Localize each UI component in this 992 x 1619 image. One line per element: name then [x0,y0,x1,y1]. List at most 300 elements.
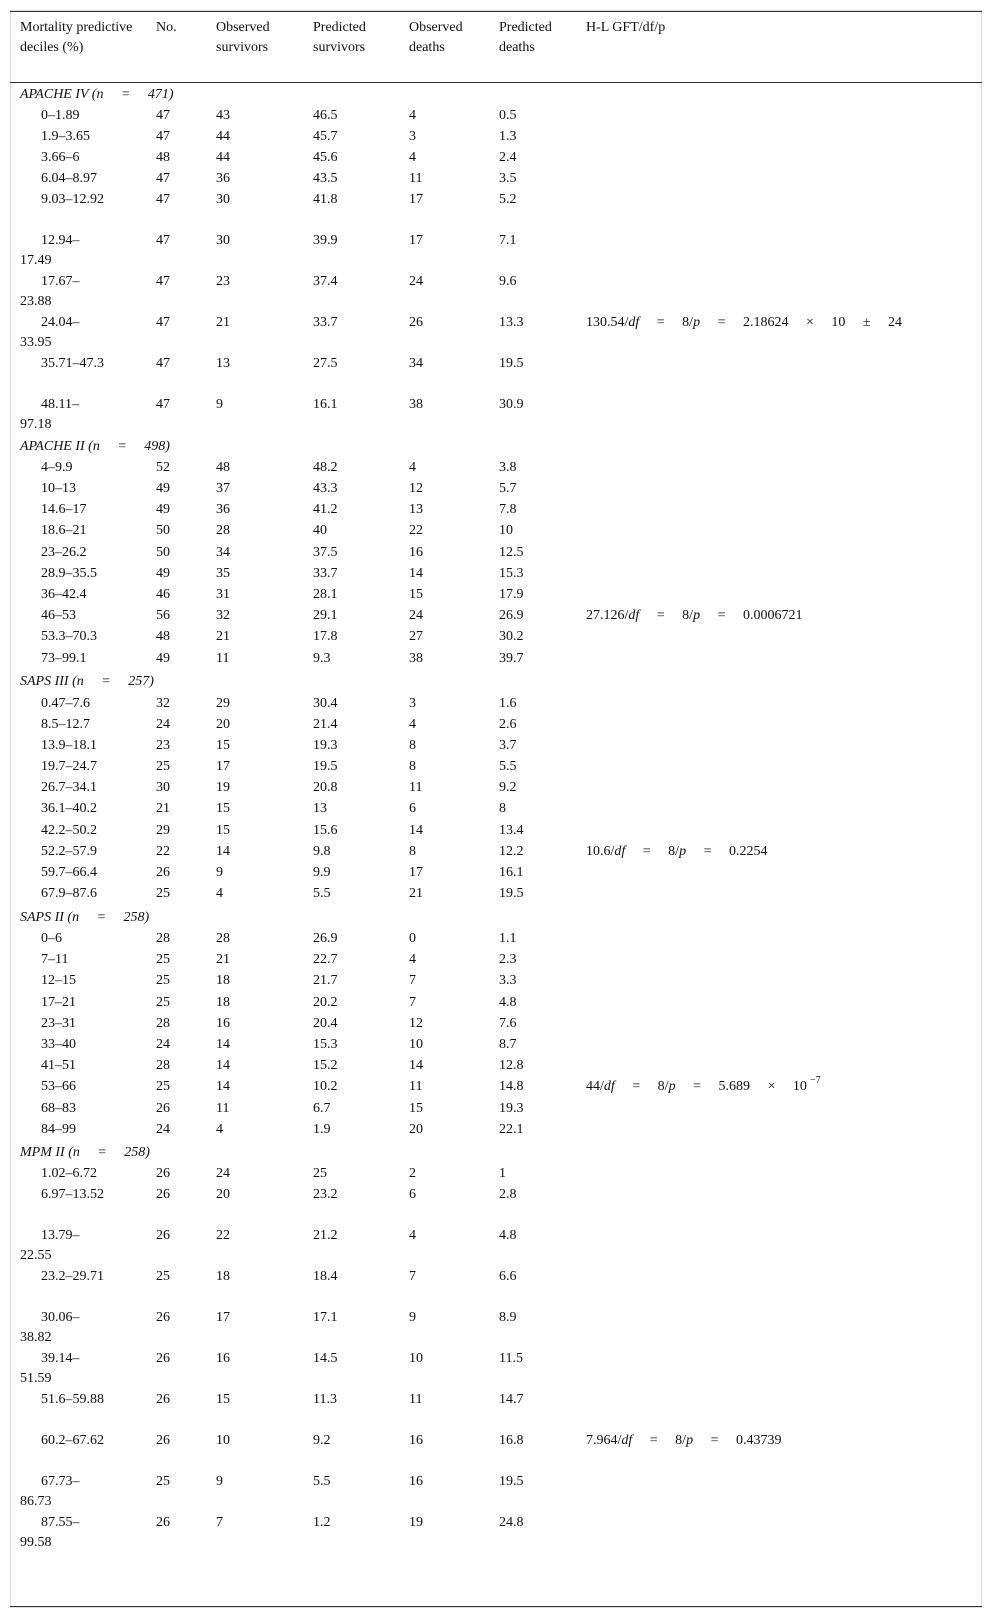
cell-gft: 10.6/df = 8/p = 0.2254 [586,844,768,859]
cell-range: 1.9–3.65 [41,129,90,144]
cell-observed-survivors: 4 [216,1122,223,1137]
cell-range: 59.7–66.4 [41,865,97,880]
cell-observed-survivors: 43 [216,108,230,123]
cell-predicted-deaths: 9.2 [499,780,517,795]
cell-predicted-deaths: 5.7 [499,481,517,496]
section-title-text: SAPS III (n = 257) [20,674,154,689]
cell-predicted-survivors: 41.2 [313,502,338,517]
cell-predicted-deaths: 11.5 [499,1351,523,1366]
cell-range: 24.04–33.95 [20,315,80,350]
cell-observed-deaths: 19 [409,1515,423,1530]
cell-predicted-survivors: 15.2 [313,1058,338,1073]
cell-observed-survivors: 14 [216,844,230,859]
cell-range: 3.66–6 [41,150,80,165]
cell-observed-survivors: 9 [216,397,223,412]
cell-observed-deaths: 4 [409,1228,416,1243]
cell-observed-deaths: 26 [409,315,423,330]
cell-no: 47 [156,171,170,186]
cell-predicted-survivors: 17.1 [313,1310,338,1325]
cell-no: 49 [156,481,170,496]
cell-predicted-survivors: 45.7 [313,129,338,144]
cell-predicted-survivors: 9.2 [313,1433,331,1448]
cell-observed-survivors: 9 [216,865,223,880]
cell-observed-deaths: 38 [409,651,423,666]
cell-no: 28 [156,1058,170,1073]
cell-predicted-deaths: 9.6 [499,274,517,289]
cell-observed-deaths: 6 [409,1187,416,1202]
cell-predicted-deaths: 3.5 [499,171,517,186]
cell-range: 33–40 [41,1037,76,1052]
cell-predicted-deaths: 19.5 [499,1474,524,1489]
cell-range: 53–66 [41,1079,76,1094]
cell-predicted-deaths: 1.3 [499,129,517,144]
cell-observed-deaths: 4 [409,460,416,475]
cell-predicted-survivors: 5.5 [313,886,331,901]
cell-predicted-survivors: 22.7 [313,952,338,967]
cell-predicted-deaths: 2.4 [499,150,517,165]
cell-range: 46–53 [41,608,76,623]
cell-no: 50 [156,545,170,560]
cell-observed-survivors: 15 [216,1392,230,1407]
cell-no: 47 [156,315,170,330]
cell-predicted-deaths: 7.1 [499,233,517,248]
section-title-text: MPM II (n = 258) [20,1145,150,1160]
cell-predicted-deaths: 14.7 [499,1392,524,1407]
cell-predicted-survivors: 20.2 [313,995,338,1010]
cell-observed-deaths: 4 [409,952,416,967]
cell-no: 26 [156,865,170,880]
cell-gft: 27.126/df = 8/p = 0.0006721 [586,608,803,623]
cell-no: 47 [156,356,170,371]
cell-predicted-survivors: 16.1 [313,397,338,412]
cell-predicted-deaths: 16.1 [499,865,524,880]
cell-no: 26 [156,1228,170,1243]
cell-range: 68–83 [41,1101,76,1116]
cell-predicted-survivors: 37.4 [313,274,338,289]
cell-range: 0–1.89 [41,108,80,123]
cell-observed-survivors: 44 [216,150,230,165]
cell-observed-deaths: 7 [409,973,416,988]
cell-predicted-deaths: 3.7 [499,738,517,753]
cell-range: 1.02–6.72 [41,1166,97,1181]
cell-observed-deaths: 6 [409,801,416,816]
cell-predicted-deaths: 16.8 [499,1433,524,1448]
cell-range: 8.5–12.7 [41,717,90,732]
cell-observed-deaths: 0 [409,931,416,946]
cell-observed-survivors: 30 [216,233,230,248]
cell-observed-deaths: 24 [409,608,423,623]
cell-observed-survivors: 16 [216,1351,230,1366]
cell-range: 28.9–35.5 [41,566,97,581]
cell-observed-deaths: 4 [409,150,416,165]
cell-no: 25 [156,1269,170,1284]
cell-observed-deaths: 10 [409,1351,423,1366]
cell-range: 17–21 [41,995,76,1010]
cell-observed-deaths: 27 [409,629,423,644]
cell-predicted-survivors: 19.3 [313,738,338,753]
cell-observed-survivors: 28 [216,523,230,538]
cell-observed-deaths: 24 [409,274,423,289]
cell-no: 46 [156,587,170,602]
cell-no: 47 [156,108,170,123]
cell-range: 7–11 [41,952,69,967]
cell-predicted-survivors: 33.7 [313,566,338,581]
cell-no: 26 [156,1166,170,1181]
cell-predicted-survivors: 9.8 [313,844,331,859]
cell-predicted-survivors: 29.1 [313,608,338,623]
cell-range: 9.03–12.92 [41,192,104,207]
cell-no: 24 [156,717,170,732]
cell-no: 26 [156,1515,170,1530]
cell-observed-survivors: 20 [216,717,230,732]
cell-no: 48 [156,150,170,165]
cell-observed-deaths: 3 [409,129,416,144]
cell-observed-survivors: 34 [216,545,230,560]
cell-observed-deaths: 4 [409,717,416,732]
cell-predicted-survivors: 26.9 [313,931,338,946]
cell-observed-survivors: 14 [216,1079,230,1094]
cell-predicted-deaths: 5.5 [499,759,517,774]
cell-observed-deaths: 14 [409,823,423,838]
cell-predicted-survivors: 1.2 [313,1515,331,1530]
cell-observed-survivors: 14 [216,1037,230,1052]
cell-range: 0.47–7.6 [41,696,90,711]
cell-no: 26 [156,1187,170,1202]
cell-observed-survivors: 13 [216,356,230,371]
cell-predicted-survivors: 21.2 [313,1228,338,1243]
cell-no: 25 [156,759,170,774]
cell-observed-survivors: 44 [216,129,230,144]
cell-range: 36.1–40.2 [41,801,97,816]
cell-predicted-deaths: 26.9 [499,608,524,623]
cell-range: 73–99.1 [41,651,87,666]
cell-observed-survivors: 29 [216,696,230,711]
header-observed-deaths: Observed deaths [409,20,463,55]
cell-observed-survivors: 22 [216,1228,230,1243]
cell-range: 13.9–18.1 [41,738,97,753]
cell-no: 26 [156,1392,170,1407]
cell-observed-deaths: 34 [409,356,423,371]
cell-observed-deaths: 17 [409,865,423,880]
cell-observed-survivors: 28 [216,931,230,946]
cell-no: 47 [156,397,170,412]
section-title-text: APACHE IV (n = 471) [20,87,174,102]
cell-range: 17.67–23.88 [20,274,80,309]
cell-no: 25 [156,1079,170,1094]
cell-observed-deaths: 13 [409,502,423,517]
cell-predicted-survivors: 45.6 [313,150,338,165]
header-gft: H-L GFT/df/p [586,20,666,35]
cell-no: 24 [156,1122,170,1137]
cell-gft: 130.54/df = 8/p = 2.18624 × 10 ± 24 [586,315,903,330]
cell-range: 60.2–67.62 [41,1433,104,1448]
cell-observed-survivors: 36 [216,171,230,186]
cell-observed-survivors: 14 [216,1058,230,1073]
cell-predicted-survivors: 46.5 [313,108,338,123]
cell-predicted-deaths: 8.7 [499,1037,517,1052]
cell-no: 25 [156,1474,170,1489]
cell-predicted-survivors: 25 [313,1166,327,1181]
cell-range: 87.55–99.58 [20,1515,80,1550]
cell-predicted-survivors: 5.5 [313,1474,331,1489]
cell-range: 0–6 [41,931,62,946]
cell-observed-survivors: 32 [216,608,230,623]
cell-observed-deaths: 16 [409,1433,423,1448]
cell-predicted-deaths: 17.9 [499,587,524,602]
cell-range: 35.71–47.3 [41,356,104,371]
cell-no: 47 [156,233,170,248]
cell-no: 49 [156,502,170,517]
cell-observed-survivors: 48 [216,460,230,475]
cell-predicted-deaths: 2.3 [499,952,517,967]
cell-range: 53.3–70.3 [41,629,97,644]
cell-predicted-survivors: 10.2 [313,1079,338,1094]
cell-observed-deaths: 16 [409,1474,423,1489]
cell-predicted-deaths: 24.8 [499,1515,524,1530]
cell-no: 47 [156,129,170,144]
cell-range: 4–9.9 [41,460,73,475]
header-range: Mortality predictive deciles (%) [20,20,133,55]
cell-range: 19.7–24.7 [41,759,97,774]
cell-observed-survivors: 21 [216,315,230,330]
cell-observed-survivors: 11 [216,1101,230,1116]
cell-observed-deaths: 38 [409,397,423,412]
cell-predicted-deaths: 7.8 [499,502,517,517]
cell-predicted-survivors: 41.8 [313,192,338,207]
cell-observed-deaths: 11 [409,171,423,186]
cell-no: 47 [156,192,170,207]
header-no: No. [156,20,177,35]
cell-predicted-survivors: 27.5 [313,356,338,371]
cell-predicted-deaths: 14.8 [499,1079,524,1094]
cell-predicted-deaths: 3.8 [499,460,517,475]
cell-range: 67.73–86.73 [20,1474,80,1509]
cell-observed-survivors: 18 [216,1269,230,1284]
cell-observed-survivors: 37 [216,481,230,496]
cell-no: 29 [156,823,170,838]
cell-observed-deaths: 11 [409,780,423,795]
cell-predicted-deaths: 39.7 [499,651,524,666]
cell-predicted-survivors: 15.6 [313,823,338,838]
cell-predicted-survivors: 21.7 [313,973,338,988]
cell-observed-survivors: 36 [216,502,230,517]
cell-predicted-deaths: 6.6 [499,1269,517,1284]
cell-predicted-survivors: 18.4 [313,1269,338,1284]
cell-predicted-deaths: 13.3 [499,315,524,330]
cell-observed-survivors: 4 [216,886,223,901]
cell-no: 21 [156,801,170,816]
cell-no: 49 [156,651,170,666]
cell-observed-survivors: 35 [216,566,230,581]
cell-predicted-deaths: 19.5 [499,356,524,371]
header-predicted-deaths: Predicted deaths [499,20,552,55]
cell-observed-deaths: 12 [409,481,423,496]
cell-range: 12.94–17.49 [20,233,80,268]
cell-predicted-deaths: 3.3 [499,973,517,988]
cell-predicted-survivors: 39.9 [313,233,338,248]
cell-range: 52.2–57.9 [41,844,97,859]
cell-predicted-deaths: 15.3 [499,566,524,581]
cell-range: 23–31 [41,1016,76,1031]
cell-predicted-deaths: 10 [499,523,513,538]
cell-range: 23–26.2 [41,545,87,560]
cell-predicted-survivors: 17.8 [313,629,338,644]
cell-range: 12–15 [41,973,76,988]
cell-observed-deaths: 3 [409,696,416,711]
cell-no: 23 [156,738,170,753]
cell-range: 36–42.4 [41,587,87,602]
cell-predicted-deaths: 19.3 [499,1101,524,1116]
cell-no: 24 [156,1037,170,1052]
cell-observed-survivors: 7 [216,1515,223,1530]
cell-observed-survivors: 17 [216,759,230,774]
cell-observed-deaths: 4 [409,108,416,123]
cell-no: 26 [156,1351,170,1366]
cell-predicted-survivors: 40 [313,523,327,538]
cell-no: 56 [156,608,170,623]
cell-no: 30 [156,780,170,795]
cell-no: 47 [156,274,170,289]
cell-predicted-survivors: 19.5 [313,759,338,774]
cell-gft: 7.964/df = 8/p = 0.43739 [586,1433,782,1448]
cell-range: 39.14–51.59 [20,1351,80,1386]
cell-observed-survivors: 19 [216,780,230,795]
cell-observed-survivors: 15 [216,801,230,816]
cell-observed-survivors: 24 [216,1166,230,1181]
cell-predicted-survivors: 13 [313,801,327,816]
cell-observed-deaths: 7 [409,995,416,1010]
cell-no: 52 [156,460,170,475]
cell-observed-deaths: 11 [409,1079,423,1094]
cell-observed-deaths: 8 [409,844,416,859]
cell-predicted-survivors: 20.4 [313,1016,338,1031]
cell-observed-deaths: 14 [409,566,423,581]
cell-no: 25 [156,973,170,988]
cell-predicted-deaths: 12.8 [499,1058,524,1073]
cell-predicted-survivors: 20.8 [313,780,338,795]
cell-no: 28 [156,931,170,946]
table-top-rule [10,11,982,12]
cell-predicted-survivors: 37.5 [313,545,338,560]
cell-observed-deaths: 16 [409,545,423,560]
cell-gft: 44/df = 8/p = 5.689 × 10 [586,1079,807,1094]
cell-predicted-survivors: 23.2 [313,1187,338,1202]
cell-predicted-survivors: 33.7 [313,315,338,330]
cell-predicted-deaths: 12.2 [499,844,524,859]
cell-range: 6.04–8.97 [41,171,97,186]
cell-no: 25 [156,886,170,901]
cell-observed-survivors: 11 [216,651,230,666]
cell-predicted-deaths: 1 [499,1166,506,1181]
cell-range: 10–13 [41,481,76,496]
cell-observed-deaths: 14 [409,1058,423,1073]
cell-predicted-survivors: 43.3 [313,481,338,496]
cell-no: 25 [156,995,170,1010]
cell-observed-survivors: 18 [216,973,230,988]
cell-predicted-survivors: 6.7 [313,1101,331,1116]
cell-predicted-deaths: 1.6 [499,696,517,711]
cell-observed-survivors: 9 [216,1474,223,1489]
cell-no: 26 [156,1101,170,1116]
cell-gft-exponent: −7 [810,1075,821,1086]
cell-predicted-survivors: 28.1 [313,587,338,602]
cell-no: 26 [156,1433,170,1448]
cell-predicted-deaths: 12.5 [499,545,524,560]
cell-predicted-survivors: 30.4 [313,696,338,711]
cell-predicted-survivors: 43.5 [313,171,338,186]
cell-observed-survivors: 17 [216,1310,230,1325]
cell-no: 28 [156,1016,170,1031]
cell-no: 25 [156,952,170,967]
cell-observed-survivors: 21 [216,952,230,967]
cell-no: 22 [156,844,170,859]
cell-observed-survivors: 15 [216,738,230,753]
cell-observed-deaths: 8 [409,738,416,753]
cell-predicted-survivors: 15.3 [313,1037,338,1052]
cell-range: 6.97–13.52 [41,1187,104,1202]
cell-predicted-deaths: 4.8 [499,995,517,1010]
section-title-text: APACHE II (n = 498) [20,439,170,454]
cell-no: 50 [156,523,170,538]
cell-range: 14.6–17 [41,502,87,517]
cell-observed-deaths: 7 [409,1269,416,1284]
cell-predicted-deaths: 2.8 [499,1187,517,1202]
cell-observed-deaths: 15 [409,587,423,602]
cell-predicted-deaths: 5.2 [499,192,517,207]
table-bottom-rule [10,1606,982,1607]
cell-observed-deaths: 12 [409,1016,423,1031]
cell-predicted-deaths: 4.8 [499,1228,517,1243]
cell-predicted-survivors: 21.4 [313,717,338,732]
cell-range: 41–51 [41,1058,76,1073]
cell-observed-deaths: 20 [409,1122,423,1137]
cell-observed-deaths: 21 [409,886,423,901]
cell-predicted-deaths: 8 [499,801,506,816]
cell-predicted-deaths: 19.5 [499,886,524,901]
cell-observed-survivors: 15 [216,823,230,838]
cell-predicted-deaths: 30.9 [499,397,524,412]
cell-observed-deaths: 8 [409,759,416,774]
cell-observed-survivors: 21 [216,629,230,644]
cell-observed-survivors: 10 [216,1433,230,1448]
cell-observed-survivors: 23 [216,274,230,289]
table-header-rule [10,82,982,83]
cell-predicted-survivors: 11.3 [313,1392,337,1407]
cell-range: 18.6–21 [41,523,87,538]
cell-predicted-survivors: 9.9 [313,865,331,880]
cell-no: 32 [156,696,170,711]
cell-range: 13.79–22.55 [20,1228,80,1263]
cell-predicted-survivors: 9.3 [313,651,331,666]
cell-predicted-deaths: 7.6 [499,1016,517,1031]
cell-no: 49 [156,566,170,581]
cell-observed-deaths: 2 [409,1166,416,1181]
cell-observed-deaths: 17 [409,233,423,248]
cell-predicted-deaths: 2.6 [499,717,517,732]
cell-observed-deaths: 17 [409,192,423,207]
cell-predicted-deaths: 0.5 [499,108,517,123]
cell-observed-survivors: 16 [216,1016,230,1031]
cell-observed-deaths: 15 [409,1101,423,1116]
cell-predicted-deaths: 30.2 [499,629,524,644]
cell-observed-survivors: 20 [216,1187,230,1202]
cell-observed-deaths: 11 [409,1392,423,1407]
cell-predicted-survivors: 14.5 [313,1351,338,1366]
section-title-text: SAPS II (n = 258) [20,910,150,925]
cell-observed-deaths: 22 [409,523,423,538]
cell-predicted-deaths: 13.4 [499,823,524,838]
cell-predicted-deaths: 1.1 [499,931,517,946]
